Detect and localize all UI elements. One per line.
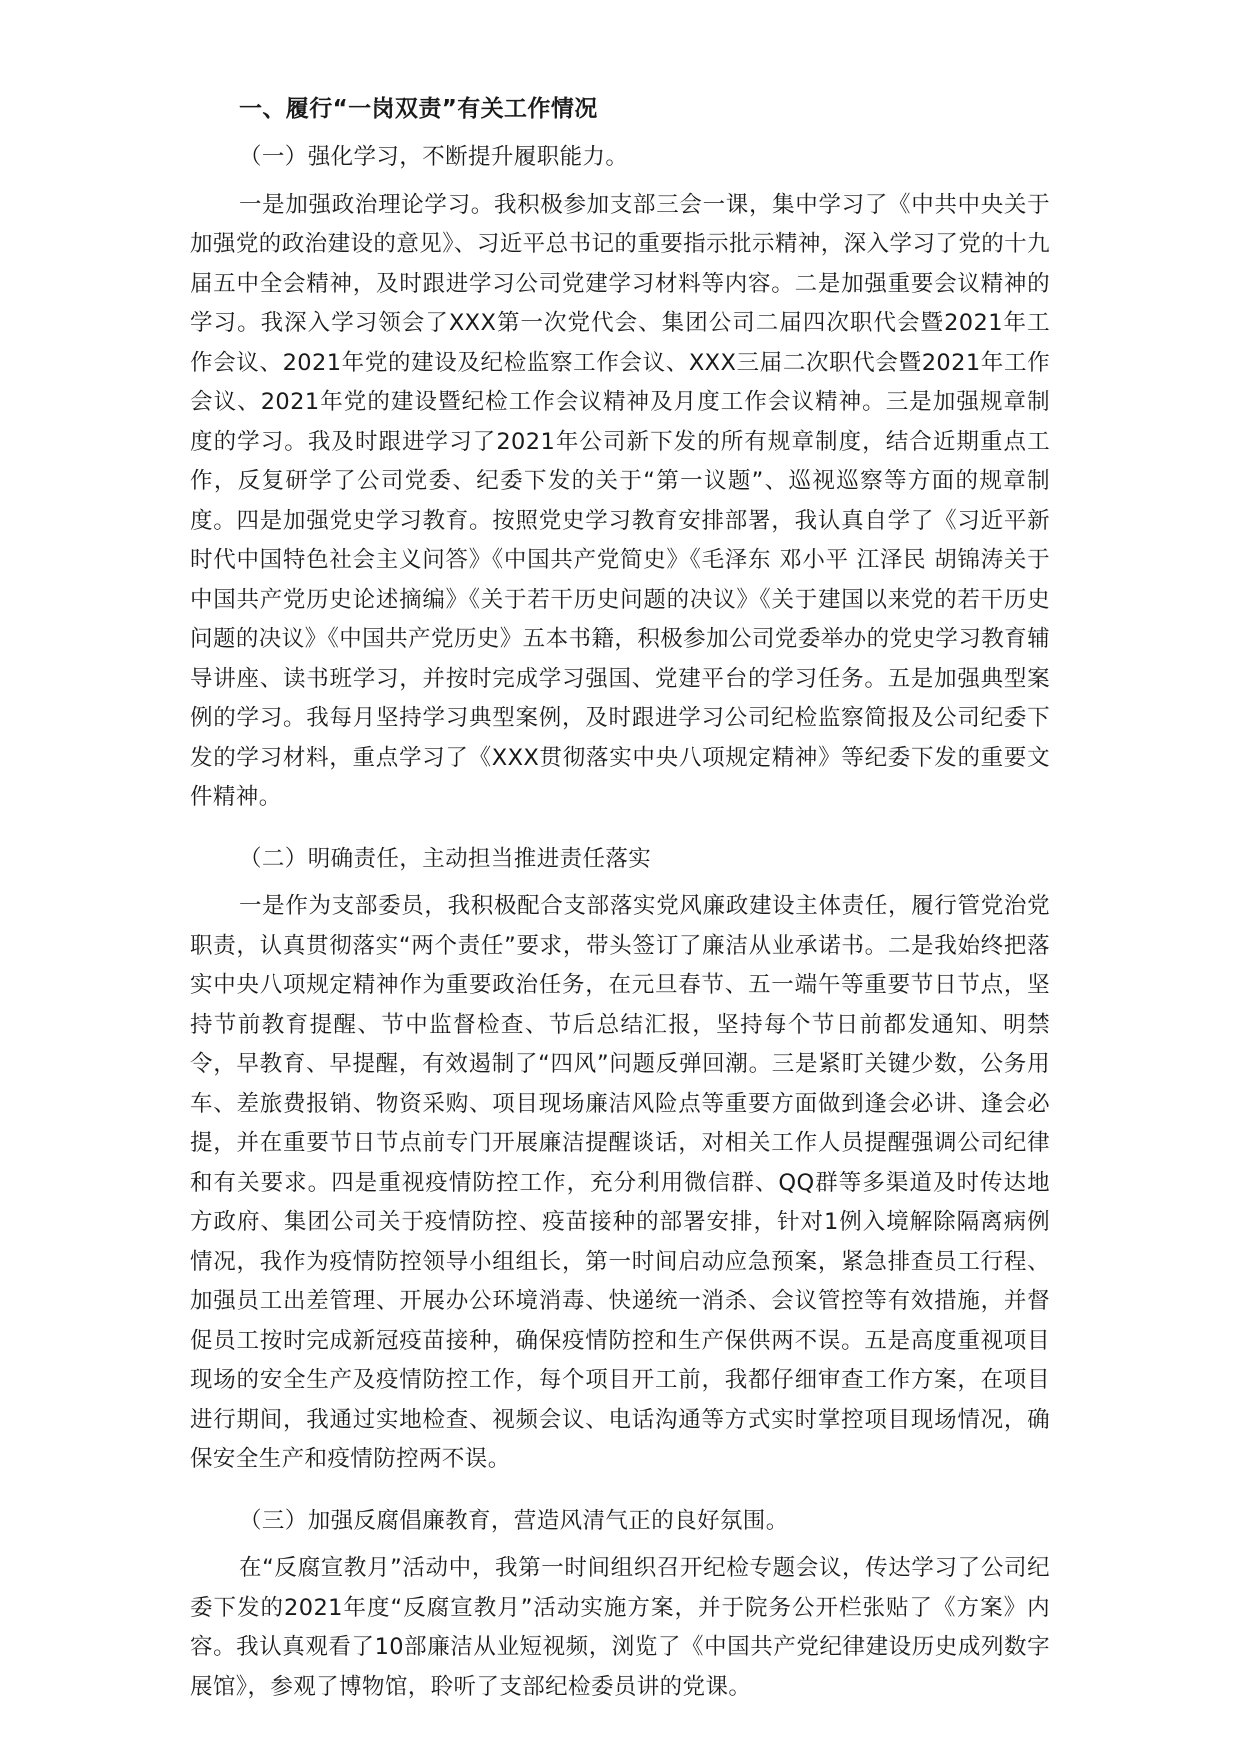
document-body	[190, 88, 1050, 1707]
paragraph-2: 一是作为支部委员，我积极配合支部落实党风廉政建设主体责任，履行管党治党职责，认真贯彻落实“两个责任”要求，带头签订了廉洁从业承诺书。二是我始终把落实中央八项规定精神作为重要政治任务，在元旦春节、五一端午等重要节日节点，坚持节前教育提醒、节中监督检查、节后总结汇报，坚持每个节日前都发通知、明禁令，早教育、早提醒，有效遏制了“四风”问题反弹回潮。三是紧盯关键少数，公务用车、差旅费报销、物资采购、项目现场廉洁风险点等重要方面做到逢会必讲、逢会必提，并在重要节日节点前专门开展廉洁提醒谈话，对相关工作人员提醒强调公司纪律和有关要求。四是重视疫情防控工作，充分利用微信群、QQ群等多渠道及时传达地方政府、集团公司关于疫情防控、疫苗接种的部署安排，针对1例入境解除隔离病例情况，我作为疫情防控领导小组组长，第一时间启动应急预案，紧急排查员工行程、加强员工出差管理、开展办公环境消毒、快递统一消杀、会议管控等有效措施，并督促员工按时完成新冠疫苗接种，确保疫情防控和生产保供两不误。五是高度重视项目现场的安全生产及疫情防控工作，每个项目开工前，我都仔细审查工作方案，在项目进行期间，我通过实地检查、视频会议、电话沟通等方式实时掌控项目现场情况，确保安全生产和疫情防控两不误。	[190, 893, 1050, 1472]
subheading-2: （二）明确责任，主动担当推进责任落实	[239, 845, 652, 872]
paragraph-1: 一是加强政治理论学习。我积极参加支部三会一课，集中学习了《中共中央关于加强党的政治建设的意见》、习近平总书记的重要指示批示精神，深入学习了党的十九届五中全会精神，及时跟进学习公司党建学习材料等内容。二是加强重要会议精神的学习。我深入学习领会了XXX第一次党代会、集团公司二届四次职代会暨2021年工作会议、2021年党的建设及纪检监察工作会议、XXX三届二次职代会暨2021年工作会议、2021年党的建设暨纪检工作会议精神及月度工作会议精神。三是加强规章制度的学习。我及时跟进学习了2021年公司新下发的所有规章制度，结合近期重点工作，反复研学了公司党委、纪委下发的关于“第一议题”、巡视巡察等方面的规章制度。四是加强党史学习教育。按照党史学习教育安排部署，我认真自学了《习近平新时代中国特色社会主义问答》《中国共产党简史》《毛泽东 邓小平 江泽民 胡锦涛关于中国共产党历史论述摘编》《关于若干历史问题的决议》《关于建国以来党的若干历史问题的决议》《中国共产党历史》五本书籍，积极参加公司党委举办的党史学习教育辅导讲座、读书班学习，并按时完成学习强国、党建平台的学习任务。五是加强典型案例的学习。我每月坚持学习典型案例，及时跟进学习公司纪检监察简报及公司纪委下发的学习材料，重点学习了《XXX贯彻落实中央八项规定精神》等纪委下发的重要文件精神。	[190, 191, 1050, 810]
section-title: 一、履行“一岗双责”有关工作情况	[239, 96, 598, 122]
subheading-3: （三）加强反腐倡廉教育，营造风清气正的良好氛围。	[239, 1507, 789, 1534]
spacer	[190, 1480, 1050, 1494]
subheading-1: （一）强化学习，不断提升履职能力。	[239, 144, 629, 170]
spacer	[190, 818, 1050, 832]
paragraph-3: 在“反腐宣教月”活动中，我第一时间组织召开纪检专题会议，传达学习了公司纪委下发的2021年度“反腐宣教月”活动实施方案，并于院务公开栏张贴了《方案》内容。我认真观看了10部廉洁从业短视频，浏览了《中国共产党纪律建设历史成列数字展馆》，参观了博物馆，聆听了支部纪检委员讲的党课。	[190, 1555, 1050, 1700]
